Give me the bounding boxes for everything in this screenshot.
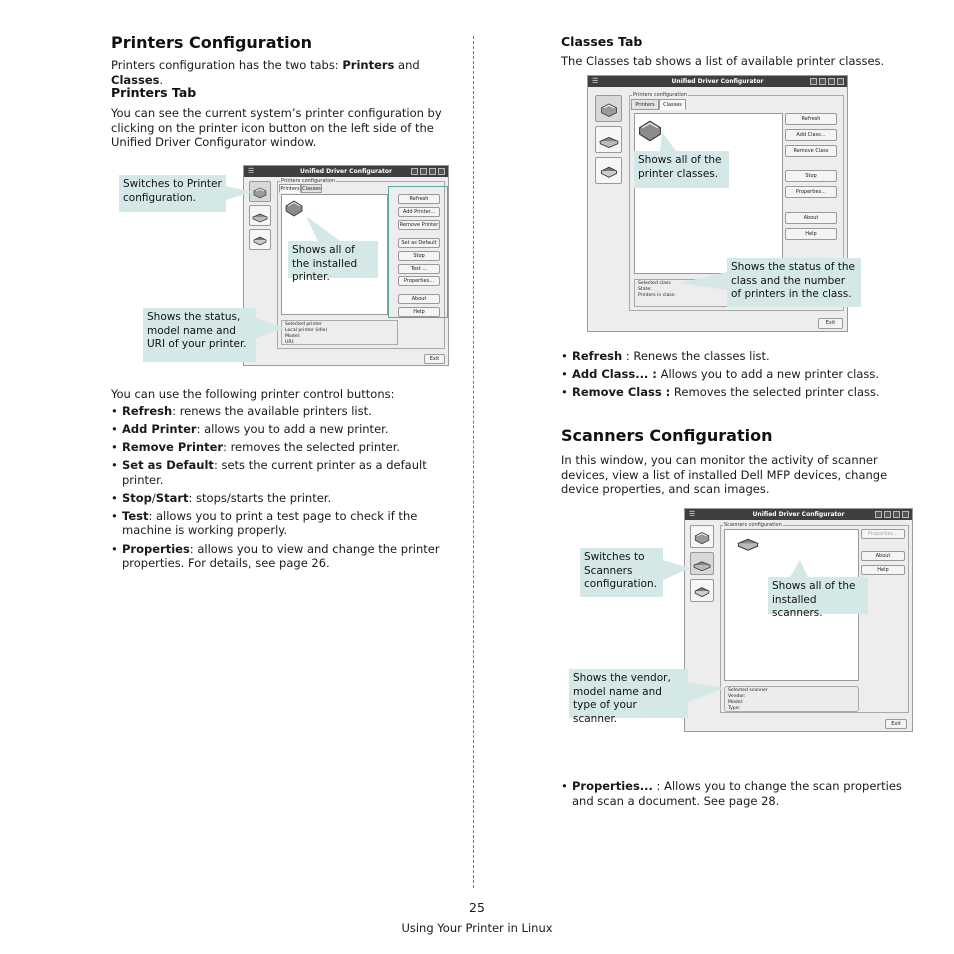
scanner-config-button	[249, 205, 271, 226]
selected-scanner-info	[724, 686, 859, 712]
printers-config-intro: Printers configuration has the two tabs: Printers and Classes.	[111, 58, 420, 87]
column-divider	[473, 36, 474, 888]
button-properties: Properties...	[861, 529, 905, 539]
selected-class-label: Selected class	[638, 281, 671, 286]
controls-intro: You can use the following printer control buttons:	[111, 387, 395, 401]
scanners-description: In this window, you can monitor the activity of scanner devices, view a list of installed Dell MFP devices, change device properties, and scan images.	[561, 453, 888, 496]
maximize-icon	[893, 511, 900, 518]
button-stop: Stop	[398, 251, 440, 261]
maximize-icon	[828, 78, 835, 85]
installed-printer-icon	[284, 197, 304, 217]
printer-class-icon	[637, 116, 663, 142]
callout-switch-printer: Switches to Printer configuration.	[119, 175, 226, 212]
button-about: About	[398, 294, 440, 304]
bullet-item: • Add Printer: allows you to add a new printer.	[111, 422, 461, 437]
bullet-item: • Test: allows you to print a test page to check if the machine is working properly.	[111, 509, 461, 538]
bullet-item: • Stop/Start: stops/starts the printer.	[111, 491, 461, 506]
page-number: 25	[469, 900, 485, 915]
window-titlebar	[588, 76, 847, 87]
window-controls	[875, 511, 909, 518]
button-about: About	[861, 551, 905, 561]
printer-icon	[599, 100, 619, 118]
button-refresh: Refresh	[785, 113, 837, 125]
selected-class-state: State:	[638, 287, 652, 292]
window-title: Unified Driver Configurator	[300, 168, 392, 175]
callout-class-status: Shows the status of the class and the number of printers in the class.	[727, 258, 861, 307]
installed-scanner-icon	[737, 532, 759, 552]
bullet-item: • Add Class... : Allows you to add a new printer class.	[561, 367, 921, 382]
scanners-control-list	[561, 779, 921, 812]
close-icon	[438, 168, 445, 175]
bullet-item: • Remove Class : Removes the selected printer class.	[561, 385, 921, 400]
printer-icon	[252, 185, 268, 199]
printers-config-label: Printers configuration	[281, 178, 335, 184]
selected-printer-label: Selected printer	[285, 322, 322, 327]
window-menu-icon: ☰	[592, 77, 599, 85]
minimize-icon	[819, 78, 826, 85]
window-controls	[810, 78, 844, 85]
button-help: Help	[785, 228, 837, 240]
classes-control-list	[561, 349, 921, 403]
section-title-printers-configuration: Printers Configuration	[111, 33, 313, 52]
button-refresh: Refresh	[398, 194, 440, 204]
port-config-button	[595, 157, 622, 184]
selected-scanner-vendor: Vendor:	[728, 694, 746, 699]
printer-control-list	[111, 404, 461, 574]
bullet-item: • Set as Default: sets the current printer as a default printer.	[111, 458, 461, 487]
exit-button: Exit	[818, 318, 843, 329]
maximize-icon	[429, 168, 436, 175]
selected-scanner-label: Selected scanner	[728, 688, 768, 693]
printer-config-button	[249, 181, 271, 202]
bullet-item: • Remove Printer: removes the selected printer.	[111, 440, 461, 455]
minimize-icon	[420, 168, 427, 175]
printer-config-button	[595, 95, 622, 122]
printers-config-label: Printers configuration	[633, 92, 687, 98]
close-icon	[837, 78, 844, 85]
selected-scanner-type: Type:	[728, 706, 741, 711]
callout-vendor-model-type: Shows the vendor, model name and type of your scanner.	[569, 669, 688, 718]
callout-printer-classes: Shows all of the printer classes.	[634, 151, 729, 188]
window-title: Unified Driver Configurator	[671, 78, 764, 85]
classes-tab-description: The Classes tab shows a list of available printer classes.	[561, 54, 885, 68]
printers-tab-heading: Printers Tab	[111, 85, 197, 100]
help-window-icon	[411, 168, 418, 175]
window-menu-icon: ☰	[248, 167, 255, 175]
tab-printers: Printers	[631, 99, 659, 110]
classes-tab-heading: Classes Tab	[561, 34, 643, 49]
scanner-config-button	[690, 552, 714, 575]
scanner-icon	[252, 209, 268, 223]
button-about: About	[785, 212, 837, 224]
minimize-icon	[884, 511, 891, 518]
button-properties: Properties...	[398, 276, 440, 286]
button-remove-printer: Remove Printer	[399, 222, 439, 228]
callout-status-model-uri: Shows the status, model name and URI of your printer.	[143, 308, 256, 362]
window-title: Unified Driver Configurator	[752, 511, 845, 518]
section-title-scanners-configuration: Scanners Configuration	[561, 426, 773, 445]
ports-icon	[693, 583, 711, 599]
class-list	[634, 113, 783, 274]
exit-button: Exit	[424, 354, 445, 364]
help-window-icon	[875, 511, 882, 518]
scanner-config-button	[595, 126, 622, 153]
bullet-item: • Refresh : Renews the classes list.	[561, 349, 921, 364]
ports-icon	[599, 162, 619, 180]
tab-classes: Classes	[302, 186, 321, 192]
button-remove-class: Remove Class	[785, 145, 837, 157]
scanner-icon	[599, 131, 619, 149]
window-titlebar	[244, 166, 448, 177]
window-controls	[411, 168, 445, 175]
buttons-highlight	[388, 186, 448, 318]
button-help: Help	[861, 565, 905, 575]
bullet-item: • Properties: allows you to view and change the printer properties. For details, see page 26.	[111, 542, 461, 571]
callout-installed-scanners: Shows all of the installed scanners.	[768, 577, 868, 614]
selected-printer-model: Model:	[285, 334, 301, 339]
bullet-item: • Refresh: renews the available printers list.	[111, 404, 461, 419]
bullet-item: • Properties... : Allows you to change the scan properties and scan a document. See page 28.	[561, 779, 921, 808]
button-add-class: Add Class...	[785, 129, 837, 141]
port-config-button	[690, 579, 714, 602]
selected-scanner-model: Model:	[728, 700, 744, 705]
button-test: Test ...	[398, 264, 440, 274]
button-properties: Properties...	[785, 186, 837, 198]
window-titlebar	[685, 509, 912, 520]
printers-tab-description: You can see the current system’s printer configuration by clicking on the printer icon button on the left side of the Unified Driver Configurator window.	[111, 106, 442, 149]
button-stop: Stop	[785, 170, 837, 182]
port-config-button	[249, 229, 271, 250]
ports-icon	[252, 233, 268, 247]
window-menu-icon: ☰	[689, 510, 696, 518]
exit-button: Exit	[885, 719, 907, 729]
scanner-icon	[693, 556, 711, 572]
help-window-icon	[810, 78, 817, 85]
printer-icon	[693, 529, 711, 545]
selected-printer-info	[282, 321, 397, 344]
close-icon	[902, 511, 909, 518]
callout-installed-printer: Shows all of the installed printer.	[288, 241, 378, 278]
scanners-config-label: Scanners configuration	[724, 522, 782, 528]
button-add-printer: Add Printer...	[398, 207, 440, 217]
button-set-as-default: Set as Default	[398, 238, 440, 248]
printer-config-button	[690, 525, 714, 548]
tab-printers: Printers	[280, 186, 300, 192]
button-help: Help	[398, 307, 440, 317]
selected-printer-state: Local printer (idle)	[285, 328, 328, 333]
selected-class-printers: Printers in class:	[638, 293, 676, 298]
page-footer-text: Using Your Printer in Linux	[401, 921, 553, 935]
callout-switch-scanners: Switches to Scanners configuration.	[580, 548, 663, 597]
tab-classes: Classes	[659, 99, 686, 110]
selected-printer-uri: URI:	[285, 340, 295, 345]
